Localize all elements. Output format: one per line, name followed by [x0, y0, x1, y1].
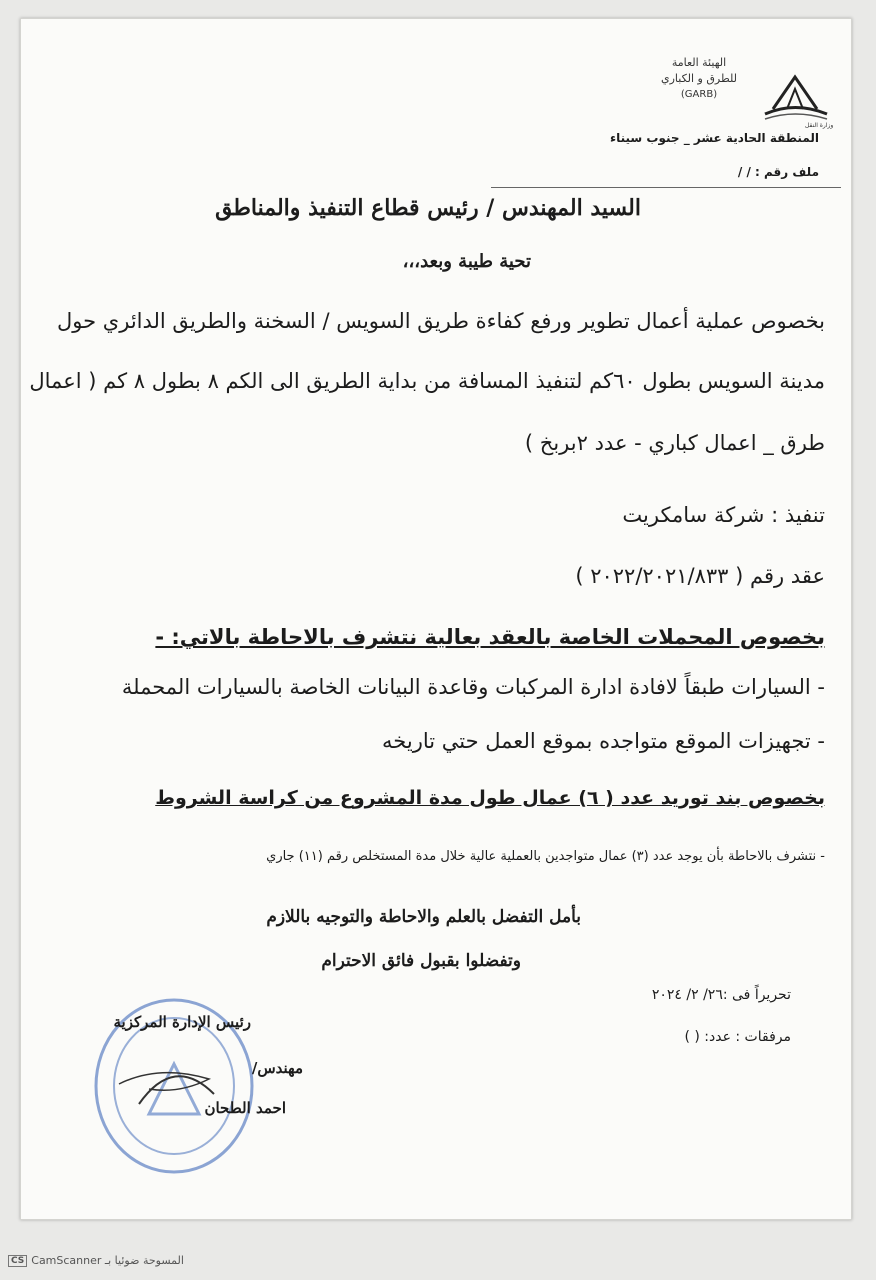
bullet-item: - تجهيزات الموقع متواجده بموقع العمل حتي تاريخه	[382, 729, 825, 753]
header-divider	[491, 187, 841, 188]
org-line-2: للطرق و الكباري	[660, 72, 737, 85]
org-line-1: الهيئة العامة	[671, 56, 727, 69]
body-line: بخصوص عملية أعمال تطوير ورفع كفاءة طريق السويس / السخنة والطريق الدائري حول	[57, 309, 825, 333]
greeting: تحية طيبة وبعد،،،	[402, 251, 531, 272]
bullet-item: - السيارات طبقاً لافادة ادارة المركبات وقاعدة البيانات الخاصة بالسيارات المحملة	[121, 675, 825, 699]
scanner-watermark	[8, 1254, 184, 1267]
addressee: السيد المهندس / رئيس قطاع التنفيذ والمناطق	[215, 195, 641, 221]
contractor-line: تنفيذ : شركة سامكريت	[622, 503, 825, 527]
region-label: المنطقة الحادية عشر _ جنوب سيناء	[609, 131, 819, 145]
body-line: مدينة السويس بطول ٦٠كم لتنفيذ المسافة من بداية الطريق الى الكم ٨ بطول ٨ كم ( اعمال	[29, 369, 825, 393]
issue-date: تحريراً فى :٢٦/ ٢/ ٢٠٢٤	[651, 987, 791, 1003]
letter-page	[20, 18, 852, 1220]
org-abbreviation: (GARB)	[680, 89, 718, 100]
closing-line: وتفضلوا بقبول فائق الاحترام	[321, 951, 521, 971]
camscanner-text: CamScanner المسوحة ضوئيا بـ	[31, 1254, 184, 1267]
workers-note: - نتشرف بالاحاطة بأن يوجد عدد (٣) عمال متواجدين بالعملية عالية خلال مدة المستخلص رقم (١١) جاري	[266, 849, 825, 864]
signatory-name: احمد الطحان	[204, 1099, 286, 1117]
body-line: طرق _ اعمال كباري - عدد ٢بربخ )	[524, 431, 825, 455]
closing-line: بأمل التفضل بالعلم والاحاطة والتوجيه باللازم	[266, 907, 581, 927]
section-heading-vehicles: بخصوص المحملات الخاصة بالعقد بعالية نتشرف بالاحاطة بالاتي: -	[155, 625, 825, 649]
signatory-prefix: مهندس/	[251, 1059, 303, 1077]
org-name-block	[649, 55, 749, 103]
camscanner-badge: CS	[8, 1255, 27, 1267]
bridge-logo-icon	[743, 59, 833, 129]
file-number: ملف رقم : / /	[737, 165, 819, 179]
section-heading-workers: بخصوص بند توريد عدد ( ٦) عمال طول مدة المشروع من كراسة الشروط	[155, 787, 825, 809]
contract-number: عقد رقم ( ٢٠٢٢/٢٠٢١/٨٣٣ )	[575, 564, 825, 588]
ministry-label: وزارة النقل	[805, 122, 833, 129]
signatory-title: رئيس الإدارة المركزية	[113, 1013, 251, 1031]
attachments-line: مرفقات : عدد: ( )	[684, 1029, 791, 1045]
